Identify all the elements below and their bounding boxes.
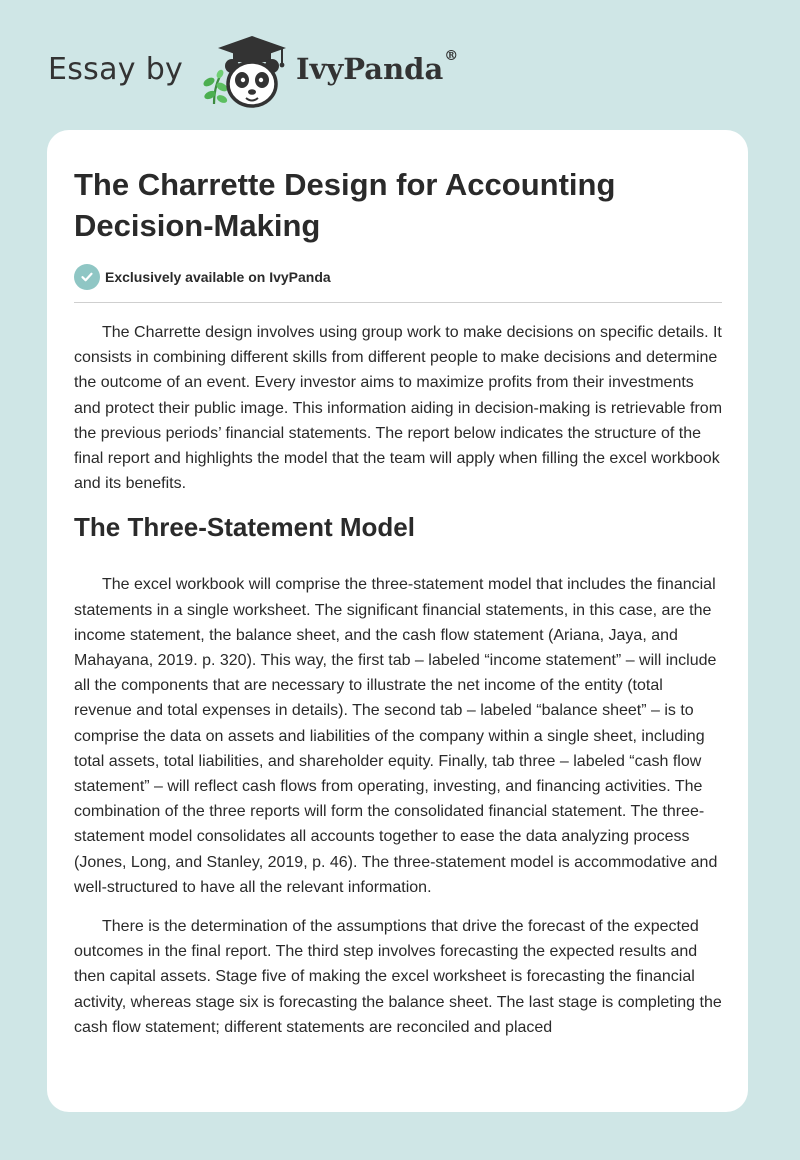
- panda-logo-icon[interactable]: [200, 32, 292, 112]
- brand-prefix: Essay by: [48, 52, 184, 87]
- registered-mark: ®: [444, 48, 459, 64]
- article-title: The Charrette Design for Accounting Decision-Making: [74, 167, 616, 243]
- section-heading: The Three-Statement Model: [74, 512, 415, 543]
- body-paragraph-1: The excel workbook will comprise the three-statement model that includes the financial statements in a single worksheet. The significant financial statements, in this case, are the income statement, the balance sheet, and the cash flow statement (Ariana, Jaya, and Mahayana, 2019. p. 320). This way, the first tab – labeled “income statement” – will include all the components that are necessary to illustrate the net income of the entity (total revenue and total expenses in details). The second tab – labeled “balance sheet” – is to comprise the data on assets and liabilities of the company within a single sheet, including total assets, total liabilities, and shareholder equity. Finally, tab three – labeled “cash flow statement” – will reflect cash flows from operating, investing, and financing activities. The combination of the three reports will form the consolidated financial statement. The three-statement model consolidates all accounts together to ease the data analyzing process (Jones, Long, and Stanley, 2019, p. 46). The three-statement model is accommodative and well-structured to have all the relevant information.: [74, 576, 718, 896]
- check-circle-icon: [74, 264, 100, 290]
- intro-paragraph: The Charrette design involves using group work to make decisions on specific details. It consists in combining different skills from different people to make decisions and determine the outcome of an event. Every investor aims to maximize profits from their investments and protect their public image. This information aiding in decision-making is retrievable from the previous periods’ financial statements. The report below indicates the structure of the final report and highlights the model that the team will apply when filling the excel workbook and its benefits.: [74, 324, 723, 493]
- brand-name-text: IvyPanda: [296, 52, 444, 86]
- body-paragraph-2: There is the determination of the assumptions that drive the forecast of the expected outcomes in the final report. The third step involves forecasting the expected results and then capital assets. Stage five of making the excel worksheet is forecasting the financial activity, whereas stage six is forecasting the balance sheet. The last stage is completing the cash flow statement; different statements are reconciled and placed: [74, 918, 722, 1036]
- site-header: [48, 30, 508, 110]
- exclusive-badge: [74, 264, 331, 290]
- brand-name[interactable]: [296, 48, 459, 86]
- leaf-icon: [202, 69, 229, 105]
- panda-head-icon: [225, 59, 279, 106]
- article-body: [74, 320, 724, 1054]
- divider: [74, 302, 722, 303]
- article-card: [47, 130, 748, 1112]
- exclusive-label: Exclusively available on IvyPanda: [105, 269, 331, 285]
